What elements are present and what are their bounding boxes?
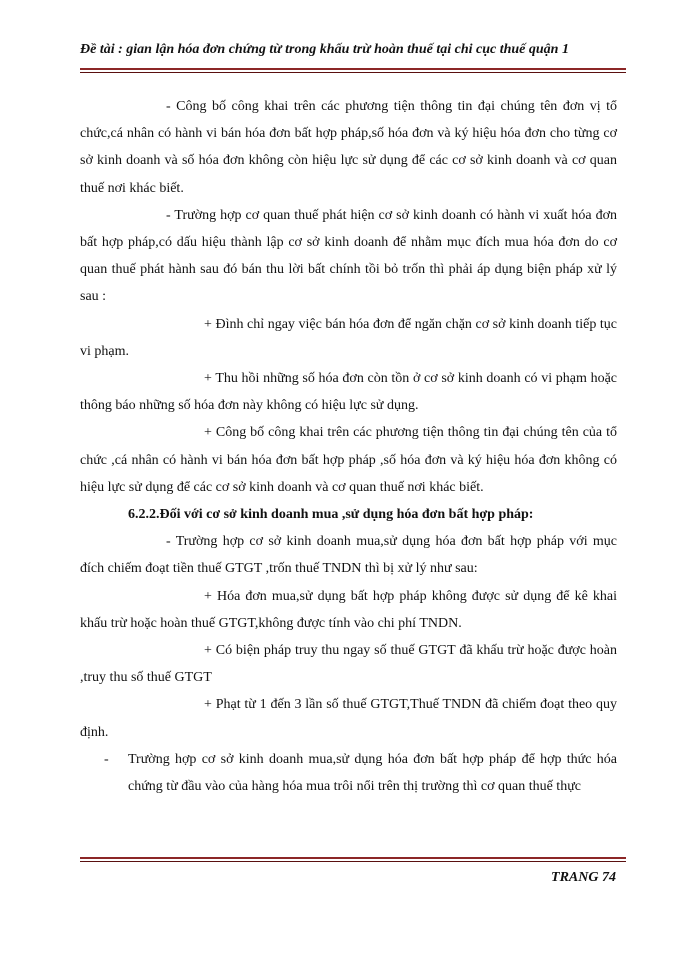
- paragraph: - Công bố công khai trên các phương tiện thông tin đại chúng tên đơn vị tổ chức,cá nhân có hành vi bán hóa đơn bất hợp pháp,số hóa đơn và ký hiệu hóa đơn cho từng cơ sở kinh doanh và số hóa đơn không còn hiệu lực sử dụng để các cơ sở kinh doanh và cơ quan thuế nơi khác biết.: [80, 99, 617, 196]
- page-header: Đề tài : gian lận hóa đơn chứng từ trong khấu trừ hoàn thuế tại chi cục thuế quận 1: [80, 42, 569, 57]
- paragraph: + Công bố công khai trên các phương tiện thông tin đại chúng tên của tổ chức ,cá nhân có hành vi bán hóa đơn bất hợp pháp ,số hóa đơn và ký hiệu hóa đơn không có hiệu lực sử dụng để các cơ sở kinh doanh và cơ quan thuế nơi khác biết.: [80, 425, 617, 495]
- page-number: TRANG 74: [551, 870, 616, 885]
- section-heading: 6.2.2.Đối với cơ sở kinh doanh mua ,sử dụng hóa đơn bất hợp pháp:: [128, 507, 534, 523]
- document-body: [80, 93, 617, 800]
- paragraph: - Trường hợp cơ quan thuế phát hiện cơ sở kinh doanh có hành vi xuất hóa đơn bất hợp pháp,có dấu hiệu thành lập cơ sở kinh doanh để nhằm mục đích mua hóa đơn do cơ quan thuế phát hành sau đó bán thu lời bất chính tồi bỏ trốn thì phải áp dụng biện pháp xử lý sau :: [80, 207, 617, 305]
- paragraph: + Có biện pháp truy thu ngay số thuế GTGT đã khấu trừ hoặc được hoàn ,truy thu số thuế GTGT: [80, 643, 617, 686]
- paragraph: - Trường hợp cơ sở kinh doanh mua,sử dụng hóa đơn bất hợp pháp với mục đích chiếm đoạt tiền thuế GTGT ,trốn thuế TNDN thì bị xử lý như sau:: [80, 534, 617, 577]
- header-divider: [80, 68, 626, 73]
- paragraph: + Đình chỉ ngay việc bán hóa đơn để ngăn chặn cơ sở kinh doanh tiếp tục vi phạm.: [80, 316, 617, 359]
- list-bullet: -: [104, 751, 109, 767]
- paragraph: + Thu hồi những số hóa đơn còn tồn ở cơ sở kinh doanh có vi phạm hoặc thông báo những số hóa đơn này không có hiệu lực sử dụng.: [80, 371, 617, 414]
- paragraph: + Phạt từ 1 đến 3 lần số thuế GTGT,Thuế TNDN đã chiếm đoạt theo quy định.: [80, 697, 617, 740]
- list-item: [80, 746, 617, 800]
- paragraph: + Hóa đơn mua,sử dụng bất hợp pháp không được sử dụng để kê khai khấu trừ hoặc hoàn thuế GTGT,không được tính vào chi phí TNDN.: [80, 588, 617, 631]
- list-item-text: Trường hợp cơ sở kinh doanh mua,sử dụng hóa đơn bất hợp pháp để hợp thức hóa chứng từ đầu vào của hàng hóa mua trôi nổi trên thị trường thì cơ quan thuế thực: [128, 751, 617, 795]
- footer-divider: [80, 857, 626, 862]
